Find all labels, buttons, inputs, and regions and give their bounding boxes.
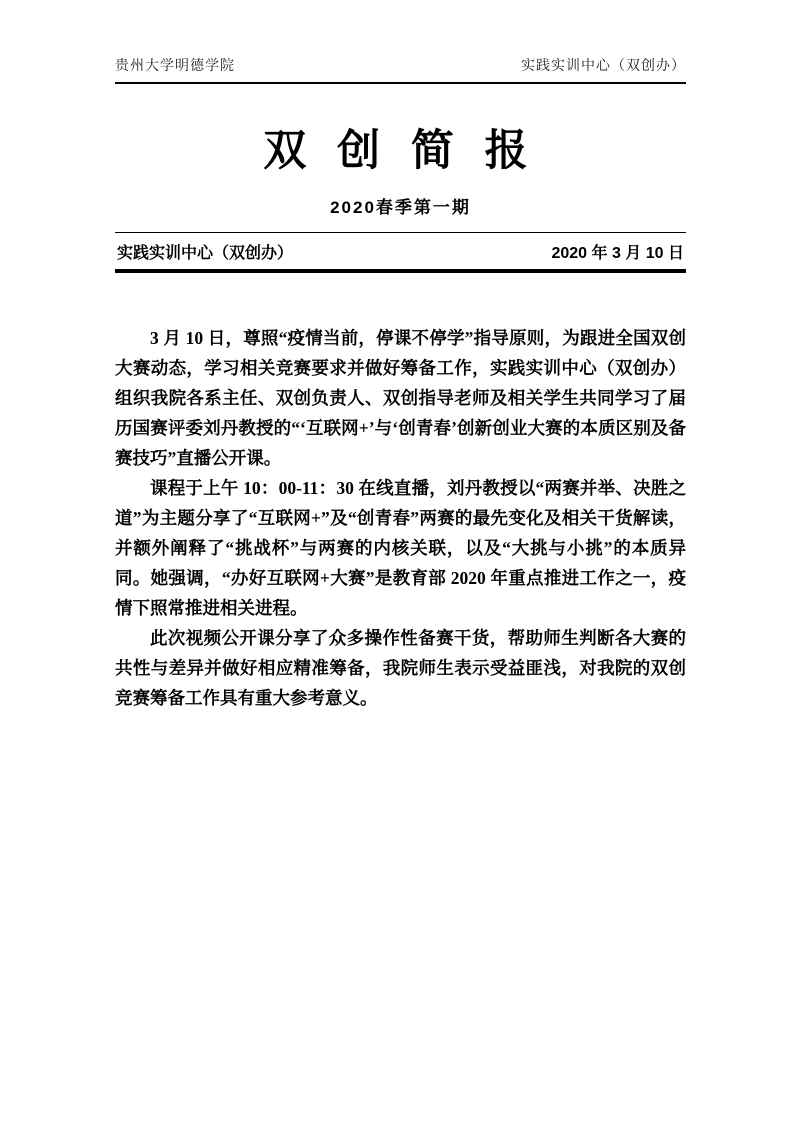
paragraph: 3 月 10 日，尊照“疫情当前，停课不停学”指导原则，为跟进全国双创大赛动态，学习相关竞赛要求并做好筹备工作，实践实训中心（双创办）组织我院各系主任、双创负责人、双创指导老师及相关学生共同学习了届历国赛评委刘丹教授的“‘互联网+’与‘创青春’创新创业大赛的本质区别及备赛技巧”直播公开课。 — [115, 327, 686, 468]
header-institution: 贵州大学明德学院 — [115, 59, 235, 74]
info-bar-date: 2020 年 3 月 10 日 — [551, 244, 684, 262]
page-title: 双 创 简 报 — [263, 128, 538, 175]
info-bar — [115, 232, 686, 273]
running-header — [115, 55, 686, 84]
issue-label: 2020春季第一期 — [330, 197, 471, 217]
paragraph: 此次视频公开课分享了众多操作性备赛干货，帮助师生判断各大赛的共性与差异并做好相应精准筹备，我院师生表示受益匪浅，对我院的双创竞赛筹备工作具有重大参考意义。 — [115, 627, 686, 708]
header-department: 实践实训中心（双创办） — [521, 59, 686, 74]
paragraph: 课程于上午 10：00-11：30 在线直播，刘丹教授以“两赛并举、决胜之道”为主题分享了“互联网+”及“创青春”两赛的最先变化及相关干货解读，并额外阐释了“挑战杯”与两赛的内核关联，以及“大挑与小挑”的本质异同。她强调，“办好互联网+大赛”是教育部 2020 年重点推进工作之一，疫情下照常推进相关进程。 — [115, 477, 686, 618]
info-bar-issuer: 实践实训中心（双创办） — [117, 244, 294, 262]
body-text — [115, 323, 686, 713]
